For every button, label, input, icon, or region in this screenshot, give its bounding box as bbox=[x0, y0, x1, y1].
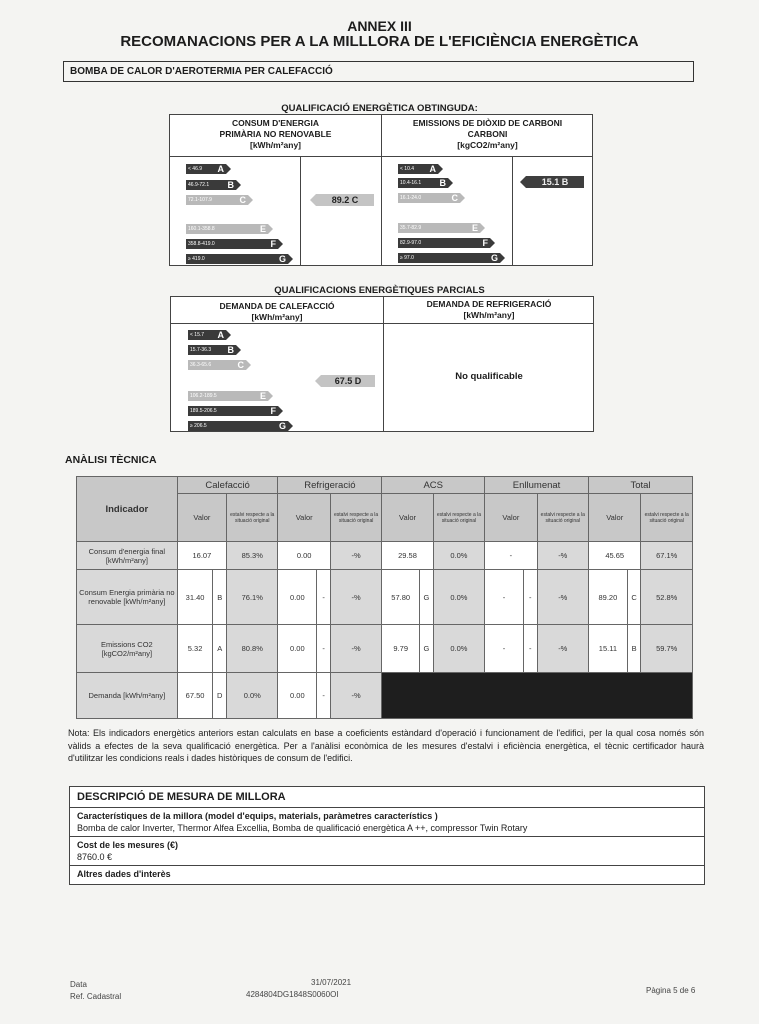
scale-bar-e: 160.1-358.8 E bbox=[188, 224, 266, 234]
saving-header: estalvi respecte a la situació original bbox=[227, 494, 278, 542]
blacked-out-cells bbox=[382, 673, 693, 719]
scale-bar-c: 72.1-107.9 C bbox=[188, 195, 246, 205]
primary-energy-rating: 89.2 C bbox=[316, 194, 374, 206]
page-title: RECOMANACIONS PER A LA MILLLORA DE L'EFICIÈNCIA ENERGÈTICA bbox=[120, 33, 639, 50]
qualification-table bbox=[169, 114, 593, 266]
heating-scale-bar-e: 106.2-189.5 E bbox=[190, 391, 266, 401]
footer-ref-label: Ref. Cadastral bbox=[70, 992, 122, 1001]
characteristics-row bbox=[70, 807, 704, 836]
co2-emissions-rating: 15.1 B bbox=[526, 176, 584, 188]
cooling-demand-header: DEMANDA DE REFRIGERACIÓ [kWh/m²any] bbox=[426, 299, 552, 320]
co2-scale-bar-c: 16.1-24.0 C bbox=[400, 193, 458, 203]
characteristics-label: Característiques de la millora (model d'equips, materials, paràmetres característics ) bbox=[77, 811, 438, 821]
co2-scale-bar-e: 35.7-82.9 E bbox=[400, 223, 478, 233]
other-data-label: Altres dades d'interès bbox=[77, 869, 171, 879]
valor-header: Valor bbox=[588, 494, 640, 542]
heating-scale-bar-b: 15.7-36.3 B bbox=[190, 345, 234, 355]
saving-header: estalvi respecte a la situació original bbox=[433, 494, 484, 542]
scale-bar-g: ≥ 419.0 G bbox=[188, 254, 286, 264]
heating-scale-bar-f: 189.5-206.5 F bbox=[190, 406, 276, 416]
cost-row bbox=[70, 836, 704, 865]
qualification-title: QUALIFICACIÓ ENERGÈTICA OBTINGUDA: bbox=[281, 103, 478, 114]
indicator-header: Indicador bbox=[77, 477, 178, 542]
improvement-description bbox=[69, 786, 705, 885]
heating-scale-bar-a: < 15.7 A bbox=[190, 330, 224, 340]
footer-page-number: Pàgina 5 de 6 bbox=[646, 986, 696, 995]
scale-bar-f: 358.8-419.0 F bbox=[188, 239, 276, 249]
footer-date-value: 31/07/2021 bbox=[311, 978, 352, 987]
heating-group-header: Calefacció bbox=[177, 477, 278, 494]
other-data-row bbox=[70, 865, 704, 884]
total-group-header: Total bbox=[588, 477, 692, 494]
table-row: Consum Energia primària no renovable [kWh/m²any] 31.40 B 76.1% 0.00 - -% 57.80 G 0.0% - - -% 89.20 C 52.8% bbox=[77, 570, 693, 625]
partial-title: QUALIFICACIONS ENERGÈTIQUES PARCIALS bbox=[274, 285, 485, 296]
cost-value: 8760.0 € bbox=[77, 852, 113, 862]
cooling-not-qualifiable: No qualificable bbox=[455, 371, 523, 382]
co2-scale-bar-g: ≥ 97.0 G bbox=[400, 253, 498, 263]
acs-group-header: ACS bbox=[382, 477, 485, 494]
table-row: Consum d'energia final [kWh/m²any] 16.07 85.3% 0.00 -% 29.58 0.0% - -% 45.65 67.1% bbox=[77, 542, 693, 570]
heating-demand-header: DEMANDA DE CALEFACCIÓ [kWh/m²any] bbox=[219, 301, 335, 322]
heating-scale-bar-g: ≥ 206.5 G bbox=[190, 421, 286, 431]
footer-date-label: Data bbox=[70, 980, 87, 989]
saving-header: estalvi respecte a la situació original bbox=[537, 494, 588, 542]
table-row: Emissions CO2 [kgCO2/m²any] 5.32 A 80.8% 0.00 - -% 9.79 G 0.0% - - -% 15.11 B 59.7% bbox=[77, 625, 693, 673]
scale-bar-b: 46.9-72.1 B bbox=[188, 180, 234, 190]
heating-demand-rating: 67.5 D bbox=[321, 375, 375, 387]
scale-bar-a: < 46.9 A bbox=[188, 164, 224, 174]
footer-ref-value: 4284804DG1848S0060OI bbox=[246, 990, 339, 999]
saving-header: estalvi respecte a la situació original bbox=[641, 494, 693, 542]
technical-analysis-table bbox=[76, 476, 693, 719]
measure-name-box bbox=[63, 61, 694, 82]
annex-title: ANNEX III bbox=[347, 18, 412, 34]
co2-scale-bar-b: 10.4-16.1 B bbox=[400, 178, 446, 188]
table-row: Demanda [kWh/m²any] 67.50 D 0.0% 0.00 - -% bbox=[77, 673, 693, 719]
primary-energy-header: CONSUM D'ENERGIA PRIMÀRIA NO RENOVABLE [kWh/m²any] bbox=[219, 118, 332, 150]
analysis-title: ANÀLISI TÈCNICA bbox=[65, 454, 157, 466]
partial-table bbox=[170, 296, 594, 432]
co2-scale-bar-f: 82.9-97.0 F bbox=[400, 238, 488, 248]
valor-header: Valor bbox=[485, 494, 537, 542]
saving-header: estalvi respecte a la situació original bbox=[330, 494, 381, 542]
note-paragraph: Nota: Els indicadors energètics anteriors estan calculats en base a coeficients estàndard d'operació i funcionament de l'edifici, per la qual cosa només són vàlids a efectes de la seva qualificació energètica. Per a l'anàlisi econòmica de les mesures d'estalvi i eficiència energètica, el tècnic certificador haurà d'utilitzar les condicions reals i dades històriques de consum de l'edifici. bbox=[68, 728, 704, 763]
heating-scale-bar-c: 36.3-65.6 C bbox=[190, 360, 244, 370]
characteristics-value: Bomba de calor Inverter, Thermor Alfea Excellia, Bomba de qualificació energètica A ++, compressor Twin Rotary bbox=[77, 823, 528, 833]
co2-scale-bar-a: < 10.4 A bbox=[400, 164, 436, 174]
valor-header: Valor bbox=[382, 494, 433, 542]
cooling-group-header: Refrigeració bbox=[278, 477, 382, 494]
co2-emissions-header: EMISSIONS DE DIÒXID DE CARBONI CARBONI [kgCO2/m²any] bbox=[412, 118, 563, 150]
measure-name: BOMBA DE CALOR D'AEROTERMIA PER CALEFACCIÓ bbox=[70, 66, 333, 77]
valor-header: Valor bbox=[177, 494, 226, 542]
valor-header: Valor bbox=[278, 494, 330, 542]
cost-label: Cost de les mesures (€) bbox=[77, 840, 179, 850]
lighting-group-header: Enllumenat bbox=[485, 477, 589, 494]
description-title: DESCRIPCIÓ DE MESURA DE MILLORA bbox=[77, 791, 286, 803]
